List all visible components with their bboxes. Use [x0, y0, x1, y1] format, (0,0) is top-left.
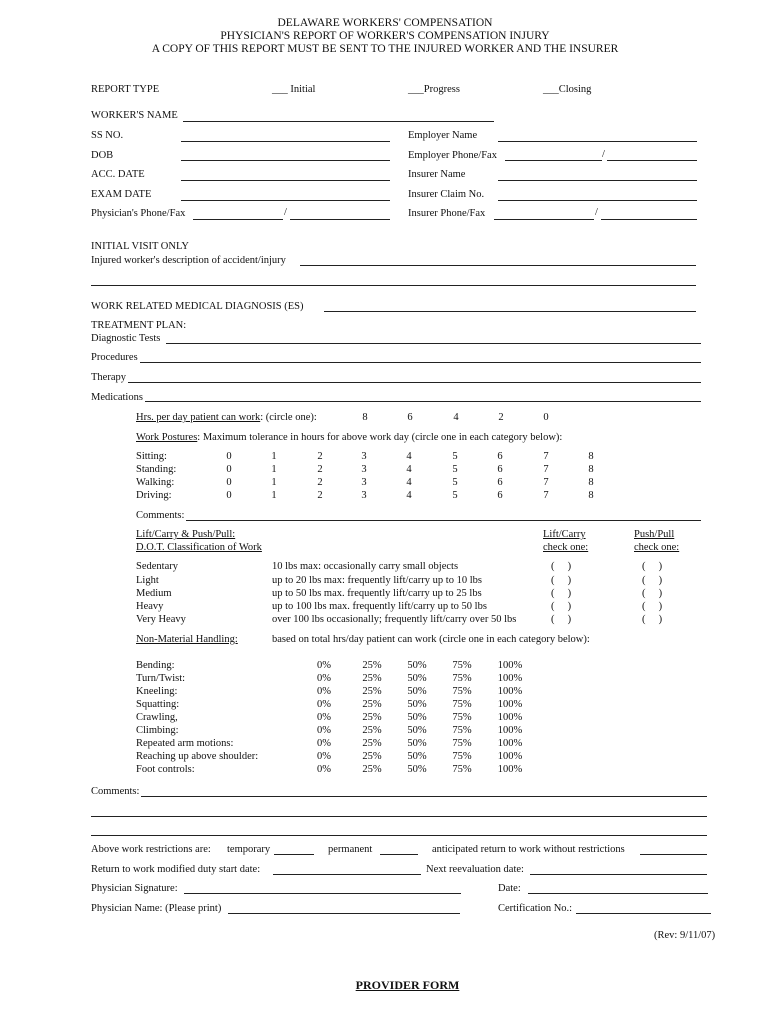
posture-option[interactable]: 5	[452, 451, 458, 462]
nmh-percent-option[interactable]: 50%	[407, 712, 427, 723]
nmh-percent-option[interactable]: 25%	[362, 660, 382, 671]
lift-sedentary-desc: 10 lbs max: occasionally carry small objects	[272, 561, 459, 572]
report-type-label: REPORT TYPE	[91, 84, 160, 95]
non-material-handling-label: Non-Material Handling:	[136, 634, 238, 645]
date-field[interactable]	[528, 893, 708, 894]
hours-option-8[interactable]: 8	[362, 412, 368, 423]
nmh-percent-option[interactable]: 100%	[497, 686, 523, 697]
next-reevaluation-field[interactable]	[530, 874, 707, 875]
medications-label: Medications	[91, 392, 143, 403]
lift-carry-column-heading: Lift/Carry	[543, 529, 586, 540]
nmh-row-label: Repeated arm motions:	[136, 738, 234, 749]
postures-comments-label: Comments:	[136, 510, 185, 521]
medications-field[interactable]	[145, 401, 701, 402]
nmh-percent-option[interactable]: 0%	[317, 660, 331, 671]
lift-very-heavy-label: Very Heavy	[136, 614, 186, 625]
nmh-percent-option[interactable]: 50%	[407, 738, 427, 749]
posture-sitting-label: Sitting:	[136, 451, 167, 462]
nmh-percent-option[interactable]: 100%	[497, 673, 523, 684]
nmh-percent-option[interactable]: 50%	[407, 764, 427, 775]
diagnosis-field[interactable]	[324, 311, 696, 312]
insurer-fax-field[interactable]	[601, 219, 697, 220]
posture-option[interactable]: 6	[497, 451, 503, 462]
posture-option[interactable]: 7	[543, 464, 549, 475]
posture-walking-label: Walking:	[136, 477, 175, 488]
physician-phone-field[interactable]	[193, 219, 283, 220]
lift-carry-checkbox[interactable]: ( )	[551, 588, 572, 599]
nmh-percent-option[interactable]: 0%	[317, 738, 331, 749]
hours-per-day-label	[136, 412, 317, 423]
push-pull-checkbox[interactable]: ( )	[642, 561, 663, 572]
nmh-percent-option[interactable]: 0%	[317, 686, 331, 697]
posture-option[interactable]: 3	[361, 464, 367, 475]
posture-option[interactable]: 4	[406, 490, 412, 501]
physician-phone-slash: /	[284, 207, 287, 218]
posture-option[interactable]: 0	[226, 464, 232, 475]
nmh-percent-option[interactable]: 75%	[452, 699, 472, 710]
therapy-field[interactable]	[128, 382, 701, 383]
nmh-percent-option[interactable]: 75%	[452, 764, 472, 775]
nmh-percent-option[interactable]: 50%	[407, 660, 427, 671]
revision-note: (Rev: 9/11/07)	[654, 930, 716, 941]
nmh-percent-option[interactable]: 25%	[362, 712, 382, 723]
return-modified-duty-field[interactable]	[273, 874, 421, 875]
nmh-percent-option[interactable]: 50%	[407, 699, 427, 710]
employer-phone-slash: /	[602, 149, 605, 160]
hours-option-4[interactable]: 4	[453, 412, 459, 423]
lift-carry-checkbox[interactable]: ( )	[551, 575, 572, 586]
lift-carry-check-one: check one:	[543, 542, 589, 553]
exam-date-label: EXAM DATE	[91, 189, 152, 200]
lift-carry-checkbox[interactable]: ( )	[551, 614, 572, 625]
worker-name-label: WORKER'S NAME	[91, 110, 178, 121]
temporary-field[interactable]	[274, 854, 314, 855]
certification-label: Certification No.:	[498, 903, 573, 914]
non-material-handling-desc: based on total hrs/day patient can work (circle one in each category below):	[272, 634, 590, 645]
nmh-percent-option[interactable]: 75%	[452, 660, 472, 671]
push-pull-checkbox[interactable]: ( )	[642, 614, 663, 625]
posture-option[interactable]: 2	[317, 464, 323, 475]
push-pull-checkbox[interactable]: ( )	[642, 588, 663, 599]
nmh-percent-option[interactable]: 25%	[362, 725, 382, 736]
provider-form-footer: PROVIDER FORM	[355, 978, 460, 992]
employer-phone-field[interactable]	[505, 160, 602, 161]
hours-option-6[interactable]: 6	[407, 412, 413, 423]
posture-option[interactable]: 2	[317, 490, 323, 501]
lift-carry-checkbox[interactable]: ( )	[551, 601, 572, 612]
acc-date-label: ACC. DATE	[91, 169, 145, 180]
lift-carry-checkbox[interactable]: ( )	[551, 561, 572, 572]
nmh-percent-option[interactable]: 0%	[317, 725, 331, 736]
insurer-claim-label: Insurer Claim No.	[408, 189, 485, 200]
posture-option[interactable]: 2	[317, 477, 323, 488]
posture-option[interactable]: 0	[226, 451, 232, 462]
injury-description-field-2[interactable]	[91, 285, 696, 286]
insurer-name-label: Insurer Name	[408, 169, 466, 180]
nmh-percent-option[interactable]: 100%	[497, 764, 523, 775]
nmh-percent-option[interactable]: 0%	[317, 712, 331, 723]
permanent-label: permanent	[328, 844, 373, 855]
lift-carry-heading: Lift/Carry & Push/Pull:	[136, 529, 236, 540]
hours-option-2[interactable]: 2	[498, 412, 504, 423]
posture-option[interactable]: 6	[497, 464, 503, 475]
posture-option[interactable]: 5	[452, 464, 458, 475]
posture-option[interactable]: 8	[588, 490, 594, 501]
nmh-percent-option[interactable]: 75%	[452, 751, 472, 762]
form-title-line-3: A COPY OF THIS REPORT MUST BE SENT TO THE INJURED WORKER AND THE INSURER	[151, 43, 619, 55]
nmh-row-label: Turn/Twist:	[136, 673, 186, 684]
nmh-percent-option[interactable]: 0%	[317, 751, 331, 762]
posture-standing-label: Standing:	[136, 464, 177, 475]
posture-option[interactable]: 4	[406, 464, 412, 475]
posture-option[interactable]: 4	[406, 451, 412, 462]
nmh-row-label: Climbing:	[136, 725, 179, 736]
nmh-percent-option[interactable]: 100%	[497, 725, 523, 736]
lift-light-label: Light	[136, 575, 159, 586]
posture-option[interactable]: 1	[271, 477, 277, 488]
posture-option[interactable]: 1	[271, 451, 277, 462]
physician-name-label: Physician Name: (Please print)	[91, 903, 222, 914]
insurer-name-field[interactable]	[498, 180, 697, 181]
posture-driving-label: Driving:	[136, 490, 172, 501]
anticipated-return-label: anticipated return to work without restrictions	[432, 844, 625, 855]
hours-per-day-suffix: : (circle one):	[260, 412, 317, 423]
physician-signature-label: Physician Signature:	[91, 883, 178, 894]
posture-option[interactable]: 4	[406, 477, 412, 488]
procedures-label: Procedures	[91, 352, 138, 363]
posture-option[interactable]: 3	[361, 490, 367, 501]
nmh-percent-option[interactable]: 0%	[317, 764, 331, 775]
lift-very-heavy-desc: over 100 lbs occasionally; frequently lift/carry over 50 lbs	[272, 614, 517, 625]
injury-description-field[interactable]	[300, 265, 696, 266]
nmh-percent-option[interactable]: 50%	[407, 686, 427, 697]
work-postures-label	[136, 432, 562, 443]
comments-field[interactable]	[141, 796, 707, 797]
posture-option[interactable]: 7	[543, 477, 549, 488]
anticipated-return-field[interactable]	[640, 854, 707, 855]
nmh-percent-option[interactable]: 25%	[362, 751, 382, 762]
nmh-percent-option[interactable]: 25%	[362, 673, 382, 684]
physician-fax-field[interactable]	[290, 219, 390, 220]
certification-field[interactable]	[576, 913, 711, 914]
date-label: Date:	[498, 883, 521, 894]
insurer-phone-label: Insurer Phone/Fax	[408, 208, 486, 219]
nmh-row-label: Crawling,	[136, 712, 178, 723]
comments-field-2[interactable]	[91, 816, 707, 817]
nmh-percent-option[interactable]: 100%	[497, 660, 523, 671]
nmh-percent-option[interactable]: 75%	[452, 686, 472, 697]
posture-option[interactable]: 1	[271, 464, 277, 475]
nmh-row-label: Reaching up above shoulder:	[136, 751, 259, 762]
physician-name-field[interactable]	[228, 913, 460, 914]
posture-option[interactable]: 5	[452, 477, 458, 488]
nmh-row-label: Kneeling:	[136, 686, 178, 697]
nmh-percent-option[interactable]: 0%	[317, 673, 331, 684]
nmh-percent-option[interactable]: 0%	[317, 699, 331, 710]
nmh-percent-option[interactable]: 25%	[362, 738, 382, 749]
posture-option[interactable]: 3	[361, 451, 367, 462]
posture-option[interactable]: 8	[588, 464, 594, 475]
nmh-percent-option[interactable]: 100%	[497, 712, 523, 723]
next-reevaluation-label: Next reevaluation date:	[426, 864, 524, 875]
physician-signature-field[interactable]	[184, 893, 461, 894]
push-pull-checkbox[interactable]: ( )	[642, 575, 663, 586]
report-type-closing[interactable]: ___Closing	[543, 84, 592, 95]
work-postures-title: Work Postures	[136, 432, 198, 443]
nmh-percent-option[interactable]: 100%	[497, 751, 523, 762]
lift-medium-label: Medium	[136, 588, 172, 599]
nmh-percent-option[interactable]: 50%	[407, 725, 427, 736]
posture-option[interactable]: 5	[452, 490, 458, 501]
comments-label: Comments:	[91, 786, 140, 797]
diagnostic-tests-label: Diagnostic Tests	[91, 333, 161, 344]
lift-medium-desc: up to 50 lbs max. frequently lift/carry up to 25 lbs	[272, 588, 482, 599]
restrictions-label: Above work restrictions are:	[91, 844, 211, 855]
permanent-field[interactable]	[380, 854, 418, 855]
acc-date-field[interactable]	[181, 180, 390, 181]
physician-phone-label: Physician's Phone/Fax	[91, 208, 186, 219]
form-title-line-2: PHYSICIAN'S REPORT OF WORKER'S COMPENSATION INJURY	[220, 30, 550, 42]
posture-option[interactable]: 3	[361, 477, 367, 488]
dob-field[interactable]	[181, 160, 390, 161]
nmh-percent-option[interactable]: 25%	[362, 686, 382, 697]
exam-date-field[interactable]	[181, 200, 390, 201]
return-modified-duty-label: Return to work modified duty start date:	[91, 864, 261, 875]
hours-option-0[interactable]: 0	[543, 412, 549, 423]
posture-option[interactable]: 2	[317, 451, 323, 462]
insurer-phone-field[interactable]	[494, 219, 594, 220]
diagnosis-label: WORK RELATED MEDICAL DIAGNOSIS (ES)	[91, 301, 304, 312]
nmh-percent-option[interactable]: 75%	[452, 738, 472, 749]
worker-name-field[interactable]	[183, 121, 494, 122]
ss-field[interactable]	[181, 141, 390, 142]
nmh-percent-option[interactable]: 100%	[497, 699, 523, 710]
push-pull-check-one: check one:	[634, 542, 680, 553]
nmh-percent-option[interactable]: 75%	[452, 725, 472, 736]
employer-fax-field[interactable]	[607, 160, 697, 161]
hours-per-day-title: Hrs. per day patient can work	[136, 412, 261, 423]
ss-label: SS NO.	[91, 130, 124, 141]
injury-description-label: Injured worker's description of accident/injury	[91, 255, 286, 266]
posture-option[interactable]: 0	[226, 477, 232, 488]
nmh-percent-option[interactable]: 50%	[407, 673, 427, 684]
employer-name-label: Employer Name	[408, 130, 478, 141]
nmh-percent-option[interactable]: 75%	[452, 673, 472, 684]
nmh-percent-option[interactable]: 100%	[497, 738, 523, 749]
dot-classification-heading: D.O.T. Classification of Work	[136, 542, 262, 553]
report-type-initial[interactable]: ___ Initial	[272, 84, 316, 95]
lift-heavy-desc: up to 100 lbs max. frequently lift/carry up to 50 lbs	[272, 601, 487, 612]
posture-option[interactable]: 8	[588, 451, 594, 462]
dob-label: DOB	[91, 150, 114, 161]
nmh-row-label: Foot controls:	[136, 764, 195, 775]
lift-heavy-label: Heavy	[136, 601, 164, 612]
diagnostic-tests-field[interactable]	[166, 343, 701, 344]
insurer-phone-slash: /	[595, 207, 598, 218]
report-type-progress[interactable]: ___Progress	[408, 84, 460, 95]
employer-phone-label: Employer Phone/Fax	[408, 150, 497, 161]
posture-option[interactable]: 6	[497, 490, 503, 501]
comments-field-3[interactable]	[91, 835, 707, 836]
insurer-claim-field[interactable]	[498, 200, 697, 201]
nmh-row-label: Squatting:	[136, 699, 180, 710]
posture-option[interactable]: 0	[226, 490, 232, 501]
posture-option[interactable]: 7	[543, 451, 549, 462]
posture-option[interactable]: 1	[271, 490, 277, 501]
temporary-label: temporary	[227, 844, 271, 855]
nmh-percent-option[interactable]: 75%	[452, 712, 472, 723]
work-postures-suffix: : Maximum tolerance in hours for above work day (circle one in each category below):	[197, 432, 563, 443]
treatment-plan-heading: TREATMENT PLAN:	[91, 320, 187, 331]
posture-option[interactable]: 8	[588, 477, 594, 488]
posture-option[interactable]: 7	[543, 490, 549, 501]
lift-sedentary-label: Sedentary	[136, 561, 178, 572]
lift-light-desc: up to 20 lbs max: frequently lift/carry up to 10 lbs	[272, 575, 482, 586]
nmh-row-label: Bending:	[136, 660, 175, 671]
procedures-field[interactable]	[140, 362, 701, 363]
push-pull-checkbox[interactable]: ( )	[642, 601, 663, 612]
posture-option[interactable]: 6	[497, 477, 503, 488]
initial-visit-heading: INITIAL VISIT ONLY	[91, 241, 189, 252]
nmh-percent-option[interactable]: 50%	[407, 751, 427, 762]
nmh-percent-option[interactable]: 25%	[362, 699, 382, 710]
push-pull-column-heading: Push/Pull	[634, 529, 675, 540]
therapy-label: Therapy	[91, 372, 126, 383]
postures-comments-field[interactable]	[186, 520, 701, 521]
employer-name-field[interactable]	[498, 141, 697, 142]
form-title-line-1: DELAWARE WORKERS' COMPENSATION	[277, 17, 493, 29]
nmh-percent-option[interactable]: 25%	[362, 764, 382, 775]
